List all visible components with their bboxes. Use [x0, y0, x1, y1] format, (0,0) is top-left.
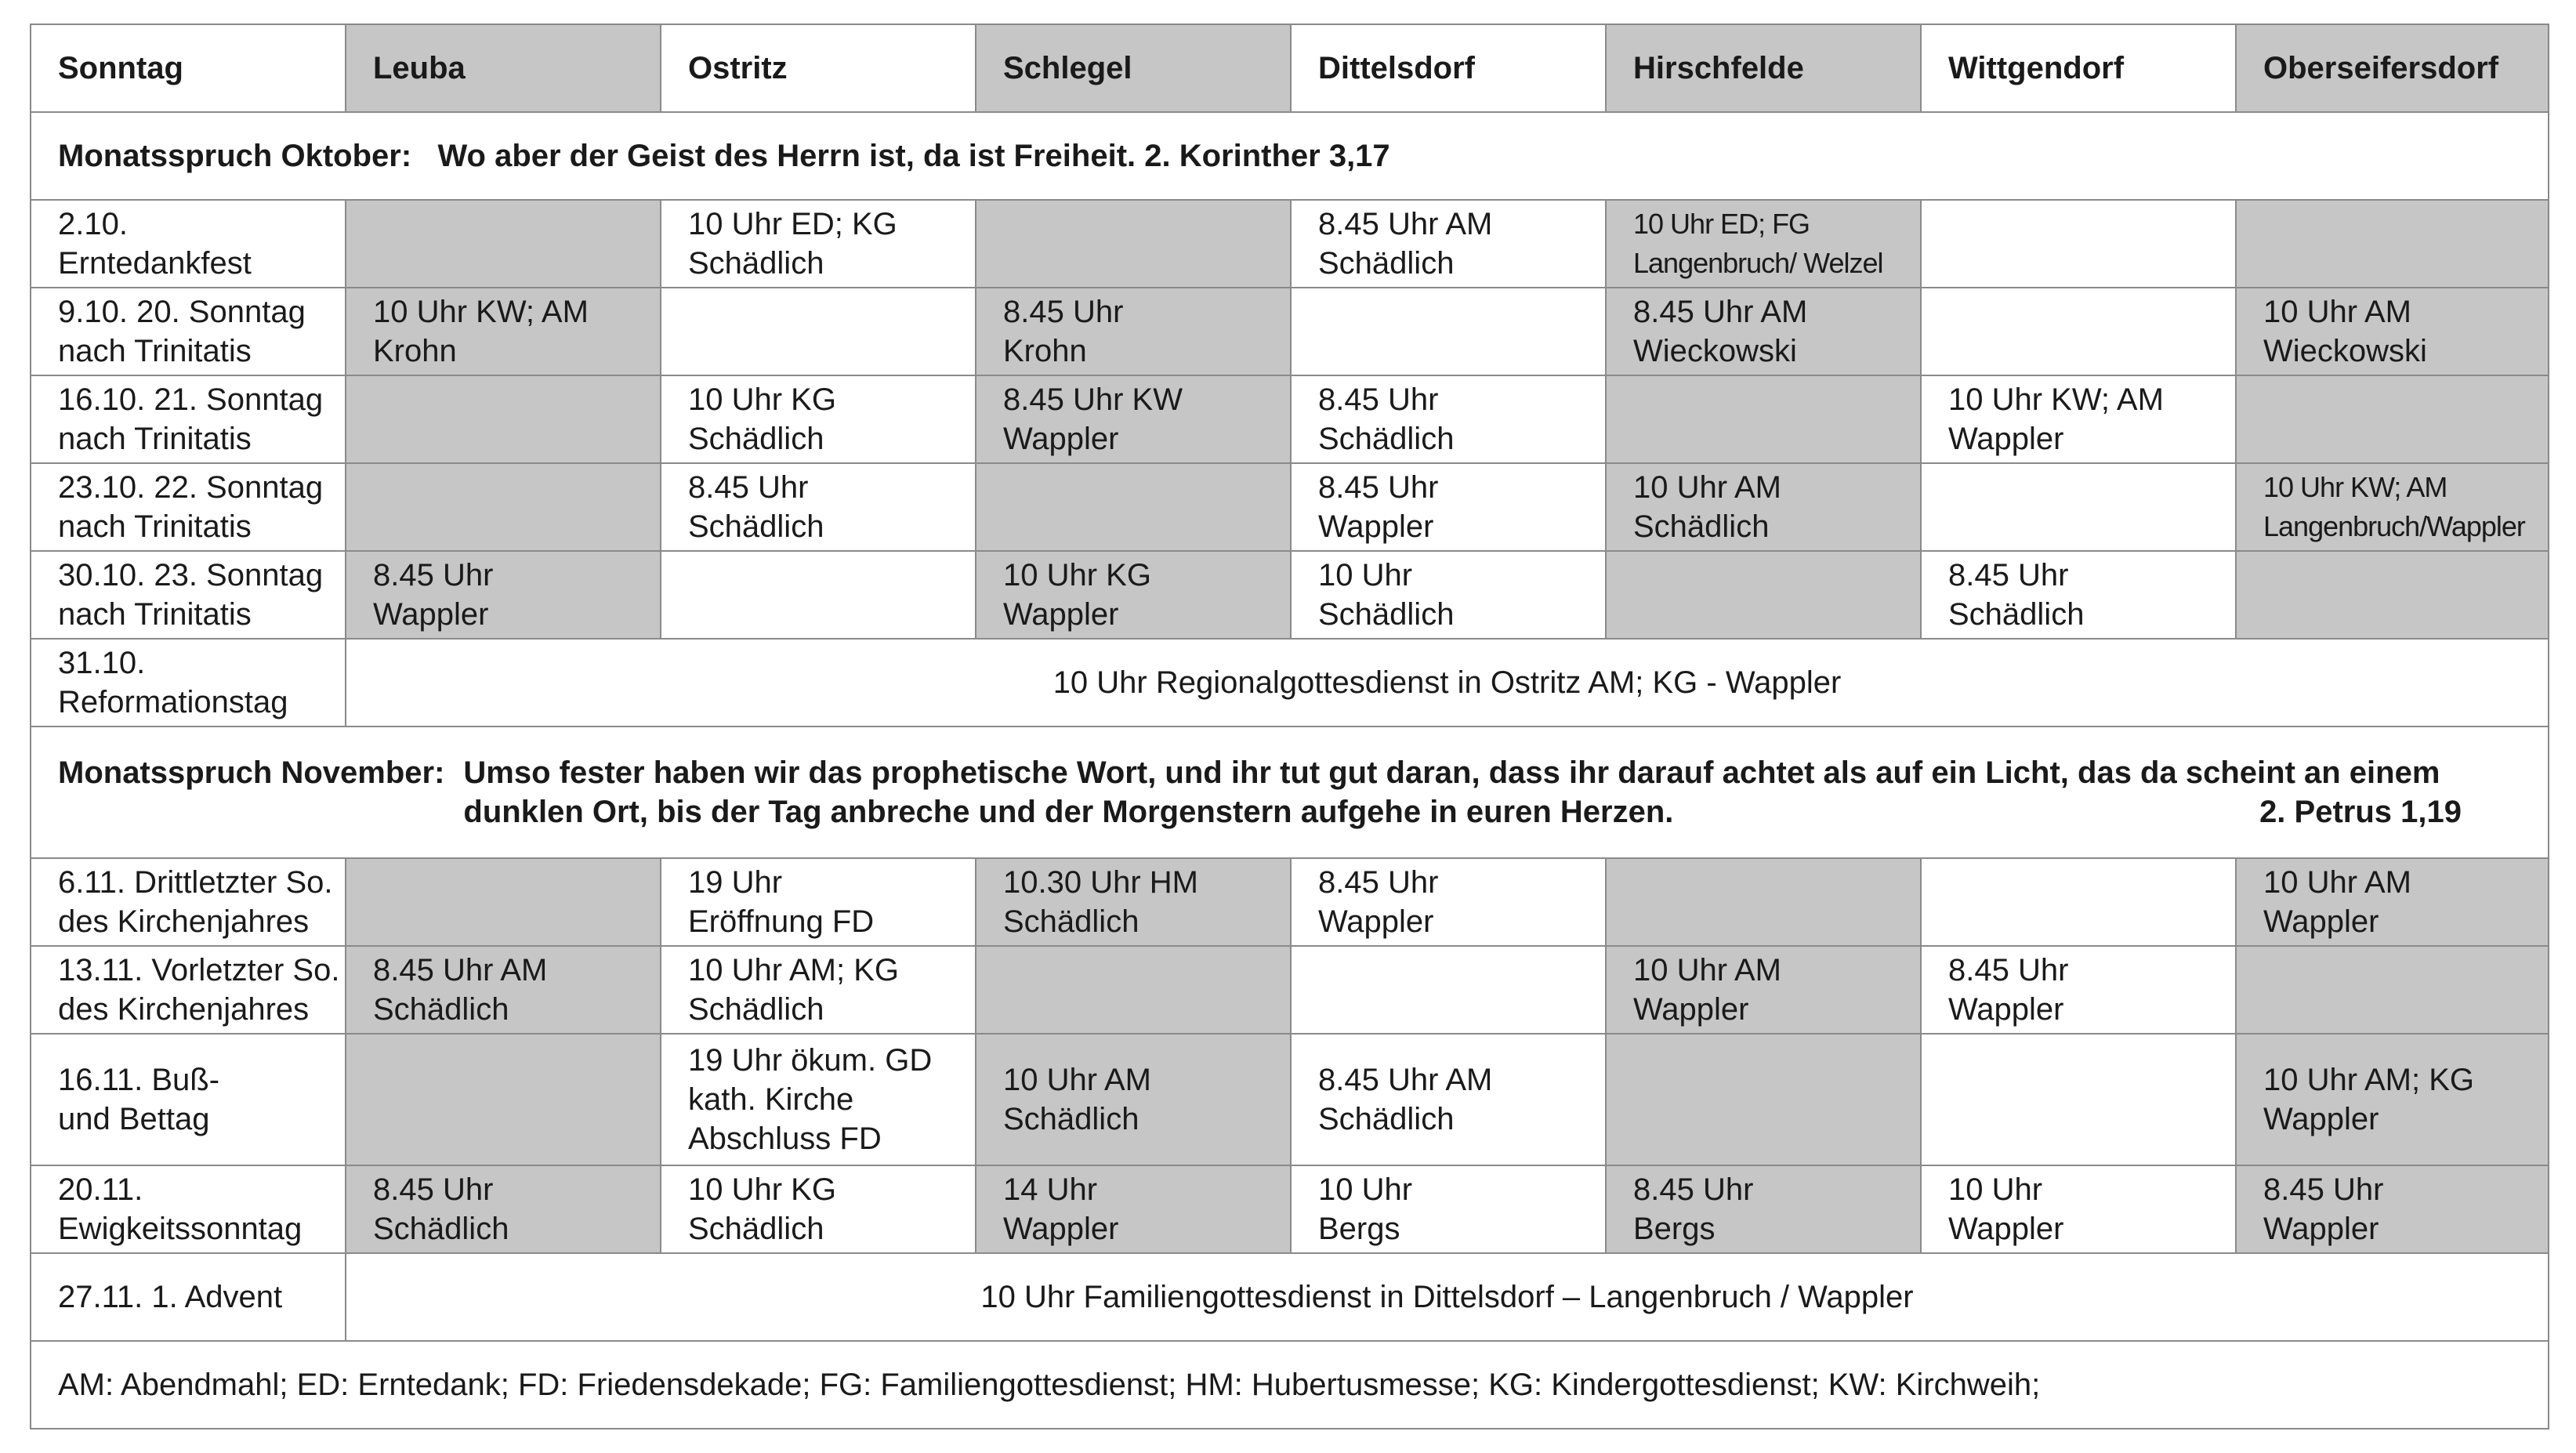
reformation-day-cell	[31, 639, 346, 726]
cell-line: Wappler	[1948, 992, 2064, 1027]
service-cell-ostritz	[661, 375, 976, 463]
cell-line: 10 Uhr AM	[1633, 470, 1781, 505]
service-cell-ostritz	[661, 1034, 976, 1165]
service-row	[31, 1165, 2549, 1253]
cell-line: Schädlich	[688, 1212, 824, 1246]
cell-line: 8.45 Uhr AM	[1318, 1063, 1493, 1097]
verse-november-text: Umso fester haben wir das prophetische Wort, und ihr tut gut daran, dass ihr darauf achtet als auf ein Licht, das da scheint an einem dunklen Ort, bis der Tag anbreche und der Morgenstern aufgehe in euren Herzen.	[463, 755, 2440, 829]
cell-line: Krohn	[1003, 334, 1087, 368]
service-cell-leuba	[346, 946, 661, 1034]
cell-line: 2.10.	[58, 207, 128, 241]
service-cell-ostritz	[661, 1165, 976, 1253]
reformation-row	[31, 639, 2549, 726]
cell-line: 20.11.	[58, 1172, 143, 1207]
cell-line: Krohn	[373, 334, 457, 368]
service-cell-schlegel	[976, 463, 1291, 551]
cell-line: 8.45 Uhr AM	[1318, 207, 1493, 241]
cell-line: 10 Uhr ED; KG	[688, 207, 897, 241]
service-cell-wittgendorf	[1921, 200, 2236, 288]
verse-november-label: Monatsspruch November:	[58, 755, 445, 790]
service-cell-oberseifersdorf	[2236, 463, 2549, 551]
day-cell	[31, 551, 346, 639]
day-cell	[31, 463, 346, 551]
service-cell-oberseifersdorf	[2236, 1165, 2549, 1253]
legend-cell	[31, 1341, 2549, 1429]
legend-row	[31, 1341, 2549, 1429]
cell-line: 8.45 Uhr	[1948, 953, 2069, 987]
column-header-ostritz: Ostritz	[661, 24, 976, 112]
cell-line: nach Trinitatis	[58, 597, 252, 632]
cell-line: 6.11. Drittletzter So.	[58, 865, 333, 900]
abbreviation-legend: AM: Abendmahl; ED: Erntedank; FD: Friedensdekade; FG: Familiengottesdienst; HM: Hubertusmesse; KG: Kindergottesdienst; KW: Kirchweih;	[58, 1368, 2041, 1402]
cell-line: 10 Uhr KG	[1003, 558, 1151, 592]
cell-line: Wappler	[1948, 422, 2064, 456]
service-cell-oberseifersdorf	[2236, 288, 2549, 375]
service-cell-dittelsdorf	[1291, 1034, 1606, 1165]
cell-line: 8.45 Uhr AM	[373, 953, 548, 987]
verse-november-reference: 2. Petrus 1,19	[2259, 795, 2462, 829]
service-cell-dittelsdorf	[1291, 200, 1606, 288]
cell-line: Schädlich	[1003, 904, 1139, 939]
service-cell-ostritz	[661, 946, 976, 1034]
cell-line: Schädlich	[1318, 422, 1455, 456]
cell-line: Wappler	[1003, 597, 1119, 632]
service-cell-oberseifersdorf	[2236, 375, 2549, 463]
cell-line: Eröffnung FD	[688, 904, 875, 939]
service-cell-wittgendorf	[1921, 288, 2236, 375]
cell-line: 16.10. 21. Sonntag	[58, 382, 324, 417]
cell-line: des Kirchenjahres	[58, 904, 310, 939]
advent-text-cell	[346, 1253, 2549, 1341]
cell-line: 10 Uhr AM	[1633, 953, 1781, 987]
service-cell-oberseifersdorf	[2236, 858, 2549, 946]
cell-line: Wappler	[373, 597, 489, 632]
cell-line: Bergs	[1318, 1212, 1400, 1246]
day-cell	[31, 858, 346, 946]
service-cell-schlegel	[976, 288, 1291, 375]
cell-line: des Kirchenjahres	[58, 992, 310, 1027]
cell-line: 8.45 Uhr KW	[1003, 382, 1183, 417]
cell-line: Schädlich	[1003, 1102, 1139, 1136]
cell-line: 8.45 Uhr	[1003, 295, 1124, 329]
column-header-leuba: Leuba	[346, 24, 661, 112]
cell-line: 31.10.	[58, 646, 146, 680]
service-cell-wittgendorf	[1921, 1034, 2236, 1165]
service-cell-hirschfelde	[1606, 1034, 1921, 1165]
cell-line: 8.45 Uhr	[2263, 1172, 2384, 1207]
cell-line: 10 Uhr AM	[2263, 295, 2411, 329]
cell-line: Wieckowski	[2263, 334, 2427, 368]
cell-line: Schädlich	[688, 422, 824, 456]
cell-line: 8.45 Uhr	[1948, 558, 2069, 592]
cell-line: Schädlich	[1948, 597, 2085, 632]
cell-line: 10 Uhr AM; KG	[688, 953, 899, 987]
cell-line: Wappler	[1003, 1212, 1119, 1246]
cell-line: kath. Kirche	[688, 1082, 854, 1117]
service-cell-ostritz	[661, 288, 976, 375]
cell-line: 10 Uhr KW; AM	[373, 295, 589, 329]
service-row	[31, 1034, 2549, 1165]
cell-line: Langenbruch/Wappler	[2263, 510, 2525, 542]
cell-line: Schädlich	[688, 246, 824, 281]
service-cell-schlegel	[976, 1034, 1291, 1165]
service-cell-schlegel	[976, 858, 1291, 946]
service-cell-hirschfelde	[1606, 1165, 1921, 1253]
cell-line: 8.45 Uhr	[1318, 865, 1439, 900]
column-header-oberseifersdorf: Oberseifersdorf	[2236, 24, 2549, 112]
cell-line: 27.11. 1. Advent	[58, 1280, 283, 1314]
cell-line: Abschluss FD	[688, 1121, 882, 1156]
service-cell-hirschfelde	[1606, 200, 1921, 288]
verse-october-row	[31, 112, 2549, 200]
day-cell	[31, 946, 346, 1034]
cell-line: nach Trinitatis	[58, 509, 252, 544]
service-cell-schlegel	[976, 1165, 1291, 1253]
service-cell-leuba	[346, 375, 661, 463]
service-cell-oberseifersdorf	[2236, 1034, 2549, 1165]
cell-line: 9.10. 20. Sonntag	[58, 295, 306, 329]
service-cell-oberseifersdorf	[2236, 551, 2549, 639]
advent-text: 10 Uhr Familiengottesdienst in Dittelsdorf – Langenbruch / Wappler	[980, 1280, 1914, 1314]
cell-line: Schädlich	[1318, 246, 1455, 281]
service-cell-wittgendorf	[1921, 375, 2236, 463]
cell-line: 8.45 Uhr	[1318, 382, 1439, 417]
cell-line: 10 Uhr	[1318, 558, 1413, 592]
cell-line: 8.45 Uhr	[373, 558, 494, 592]
service-cell-ostritz	[661, 858, 976, 946]
cell-line: 10 Uhr KW; AM	[2263, 471, 2447, 503]
service-cell-leuba	[346, 200, 661, 288]
service-cell-wittgendorf	[1921, 551, 2236, 639]
service-cell-leuba	[346, 463, 661, 551]
cell-line: 16.11. Buß-	[58, 1063, 220, 1097]
cell-line: 10.30 Uhr HM	[1003, 865, 1198, 900]
cell-line: 30.10. 23. Sonntag	[58, 558, 324, 592]
column-header-hirschfelde: Hirschfelde	[1606, 24, 1921, 112]
cell-line: 10 Uhr ED; FG	[1633, 208, 1810, 240]
service-cell-wittgendorf	[1921, 463, 2236, 551]
cell-line: Schädlich	[373, 1212, 509, 1246]
service-cell-hirschfelde	[1606, 858, 1921, 946]
cell-line: Wappler	[2263, 904, 2379, 939]
service-cell-leuba	[346, 858, 661, 946]
service-cell-dittelsdorf	[1291, 946, 1606, 1034]
day-cell	[31, 1034, 346, 1165]
cell-line: Erntedankfest	[58, 246, 252, 281]
service-cell-leuba	[346, 1165, 661, 1253]
cell-line: Schädlich	[1318, 1102, 1455, 1136]
day-cell	[31, 200, 346, 288]
column-header-dittelsdorf: Dittelsdorf	[1291, 24, 1606, 112]
service-row	[31, 463, 2549, 551]
cell-line: 14 Uhr	[1003, 1172, 1098, 1207]
cell-line: 13.11. Vorletzter So.	[58, 953, 340, 987]
cell-line: Schädlich	[688, 992, 824, 1027]
service-row	[31, 375, 2549, 463]
cell-line: 10 Uhr AM; KG	[2263, 1063, 2474, 1097]
verse-november-row	[31, 726, 2549, 858]
verse-october-label: Monatsspruch Oktober:	[58, 139, 412, 173]
cell-line: Langenbruch/ Welzel	[1633, 247, 1883, 279]
cell-line: Wappler	[1318, 509, 1434, 544]
cell-line: Wappler	[1318, 904, 1434, 939]
service-cell-oberseifersdorf	[2236, 200, 2549, 288]
verse-october-cell	[31, 112, 2549, 200]
cell-line: Ewigkeitssonntag	[58, 1212, 303, 1246]
schedule-body	[31, 112, 2549, 1429]
verse-november-block	[58, 753, 2548, 832]
service-cell-wittgendorf	[1921, 858, 2236, 946]
service-cell-hirschfelde	[1606, 375, 1921, 463]
column-header-wittgendorf: Wittgendorf	[1921, 24, 2236, 112]
service-cell-dittelsdorf	[1291, 463, 1606, 551]
service-cell-schlegel	[976, 946, 1291, 1034]
church-service-schedule-table	[30, 24, 2549, 1429]
cell-line: 8.45 Uhr	[373, 1172, 494, 1207]
cell-line: Schädlich	[688, 509, 824, 544]
cell-line: 10 Uhr AM	[2263, 865, 2411, 900]
column-header-schlegel: Schlegel	[976, 24, 1291, 112]
cell-line: 10 Uhr KW; AM	[1948, 382, 2164, 417]
cell-line: und Bettag	[58, 1102, 210, 1136]
column-header-sonntag: Sonntag	[31, 24, 346, 112]
service-cell-leuba	[346, 551, 661, 639]
service-cell-dittelsdorf	[1291, 1165, 1606, 1253]
service-row	[31, 946, 2549, 1034]
service-cell-dittelsdorf	[1291, 288, 1606, 375]
cell-line: 8.45 Uhr	[1633, 1172, 1754, 1207]
service-cell-hirschfelde	[1606, 946, 1921, 1034]
service-cell-dittelsdorf	[1291, 375, 1606, 463]
service-cell-dittelsdorf	[1291, 858, 1606, 946]
cell-line: Wappler	[2263, 1212, 2379, 1246]
cell-line: 19 Uhr	[688, 865, 783, 900]
cell-line: 10 Uhr KG	[688, 1172, 836, 1207]
service-cell-hirschfelde	[1606, 288, 1921, 375]
service-cell-leuba	[346, 288, 661, 375]
cell-line: 8.45 Uhr	[688, 470, 809, 505]
service-cell-wittgendorf	[1921, 946, 2236, 1034]
service-cell-ostritz	[661, 551, 976, 639]
cell-line: Wappler	[1948, 1212, 2064, 1246]
cell-line: 10 Uhr	[1948, 1172, 2043, 1207]
service-cell-schlegel	[976, 200, 1291, 288]
cell-line: Wieckowski	[1633, 334, 1797, 368]
verse-november-text-wrap	[463, 753, 2548, 832]
cell-line: 23.10. 22. Sonntag	[58, 470, 324, 505]
cell-line: 8.45 Uhr AM	[1633, 295, 1808, 329]
cell-line: Wappler	[2263, 1102, 2379, 1136]
cell-line: Bergs	[1633, 1212, 1716, 1246]
service-cell-hirschfelde	[1606, 551, 1921, 639]
verse-october-text: Wo aber der Geist des Herrn ist, da ist Freiheit. 2. Korinther 3,17	[437, 139, 1390, 173]
service-cell-dittelsdorf	[1291, 551, 1606, 639]
service-row	[31, 288, 2549, 375]
service-cell-schlegel	[976, 375, 1291, 463]
cell-line: 10 Uhr	[1318, 1172, 1413, 1207]
day-cell	[31, 1165, 346, 1253]
advent-day-cell	[31, 1253, 346, 1341]
cell-line: 8.45 Uhr	[1318, 470, 1439, 505]
cell-line: Wappler	[1003, 422, 1119, 456]
cell-line: 10 Uhr AM	[1003, 1063, 1151, 1097]
service-row	[31, 858, 2549, 946]
cell-line: Schädlich	[1633, 509, 1770, 544]
day-cell	[31, 288, 346, 375]
advent-row	[31, 1253, 2549, 1341]
service-cell-ostritz	[661, 463, 976, 551]
service-cell-leuba	[346, 1034, 661, 1165]
service-cell-oberseifersdorf	[2236, 946, 2549, 1034]
cell-line: Reformationstag	[58, 685, 288, 719]
service-cell-wittgendorf	[1921, 1165, 2236, 1253]
service-row	[31, 200, 2549, 288]
day-cell	[31, 375, 346, 463]
reformation-text: 10 Uhr Regionalgottesdienst in Ostritz AM; KG - Wappler	[1053, 665, 1842, 700]
cell-line: nach Trinitatis	[58, 334, 252, 368]
reformation-text-cell	[346, 639, 2549, 726]
cell-line: 10 Uhr KG	[688, 382, 836, 417]
cell-line: Wappler	[1633, 992, 1749, 1027]
verse-november-cell	[31, 726, 2549, 858]
cell-line: Schädlich	[373, 992, 509, 1027]
header-row	[31, 24, 2549, 112]
service-row	[31, 551, 2549, 639]
cell-line: nach Trinitatis	[58, 422, 252, 456]
service-cell-schlegel	[976, 551, 1291, 639]
cell-line: 19 Uhr ökum. GD	[688, 1043, 933, 1078]
service-cell-hirschfelde	[1606, 463, 1921, 551]
service-cell-ostritz	[661, 200, 976, 288]
cell-line: Schädlich	[1318, 597, 1455, 632]
